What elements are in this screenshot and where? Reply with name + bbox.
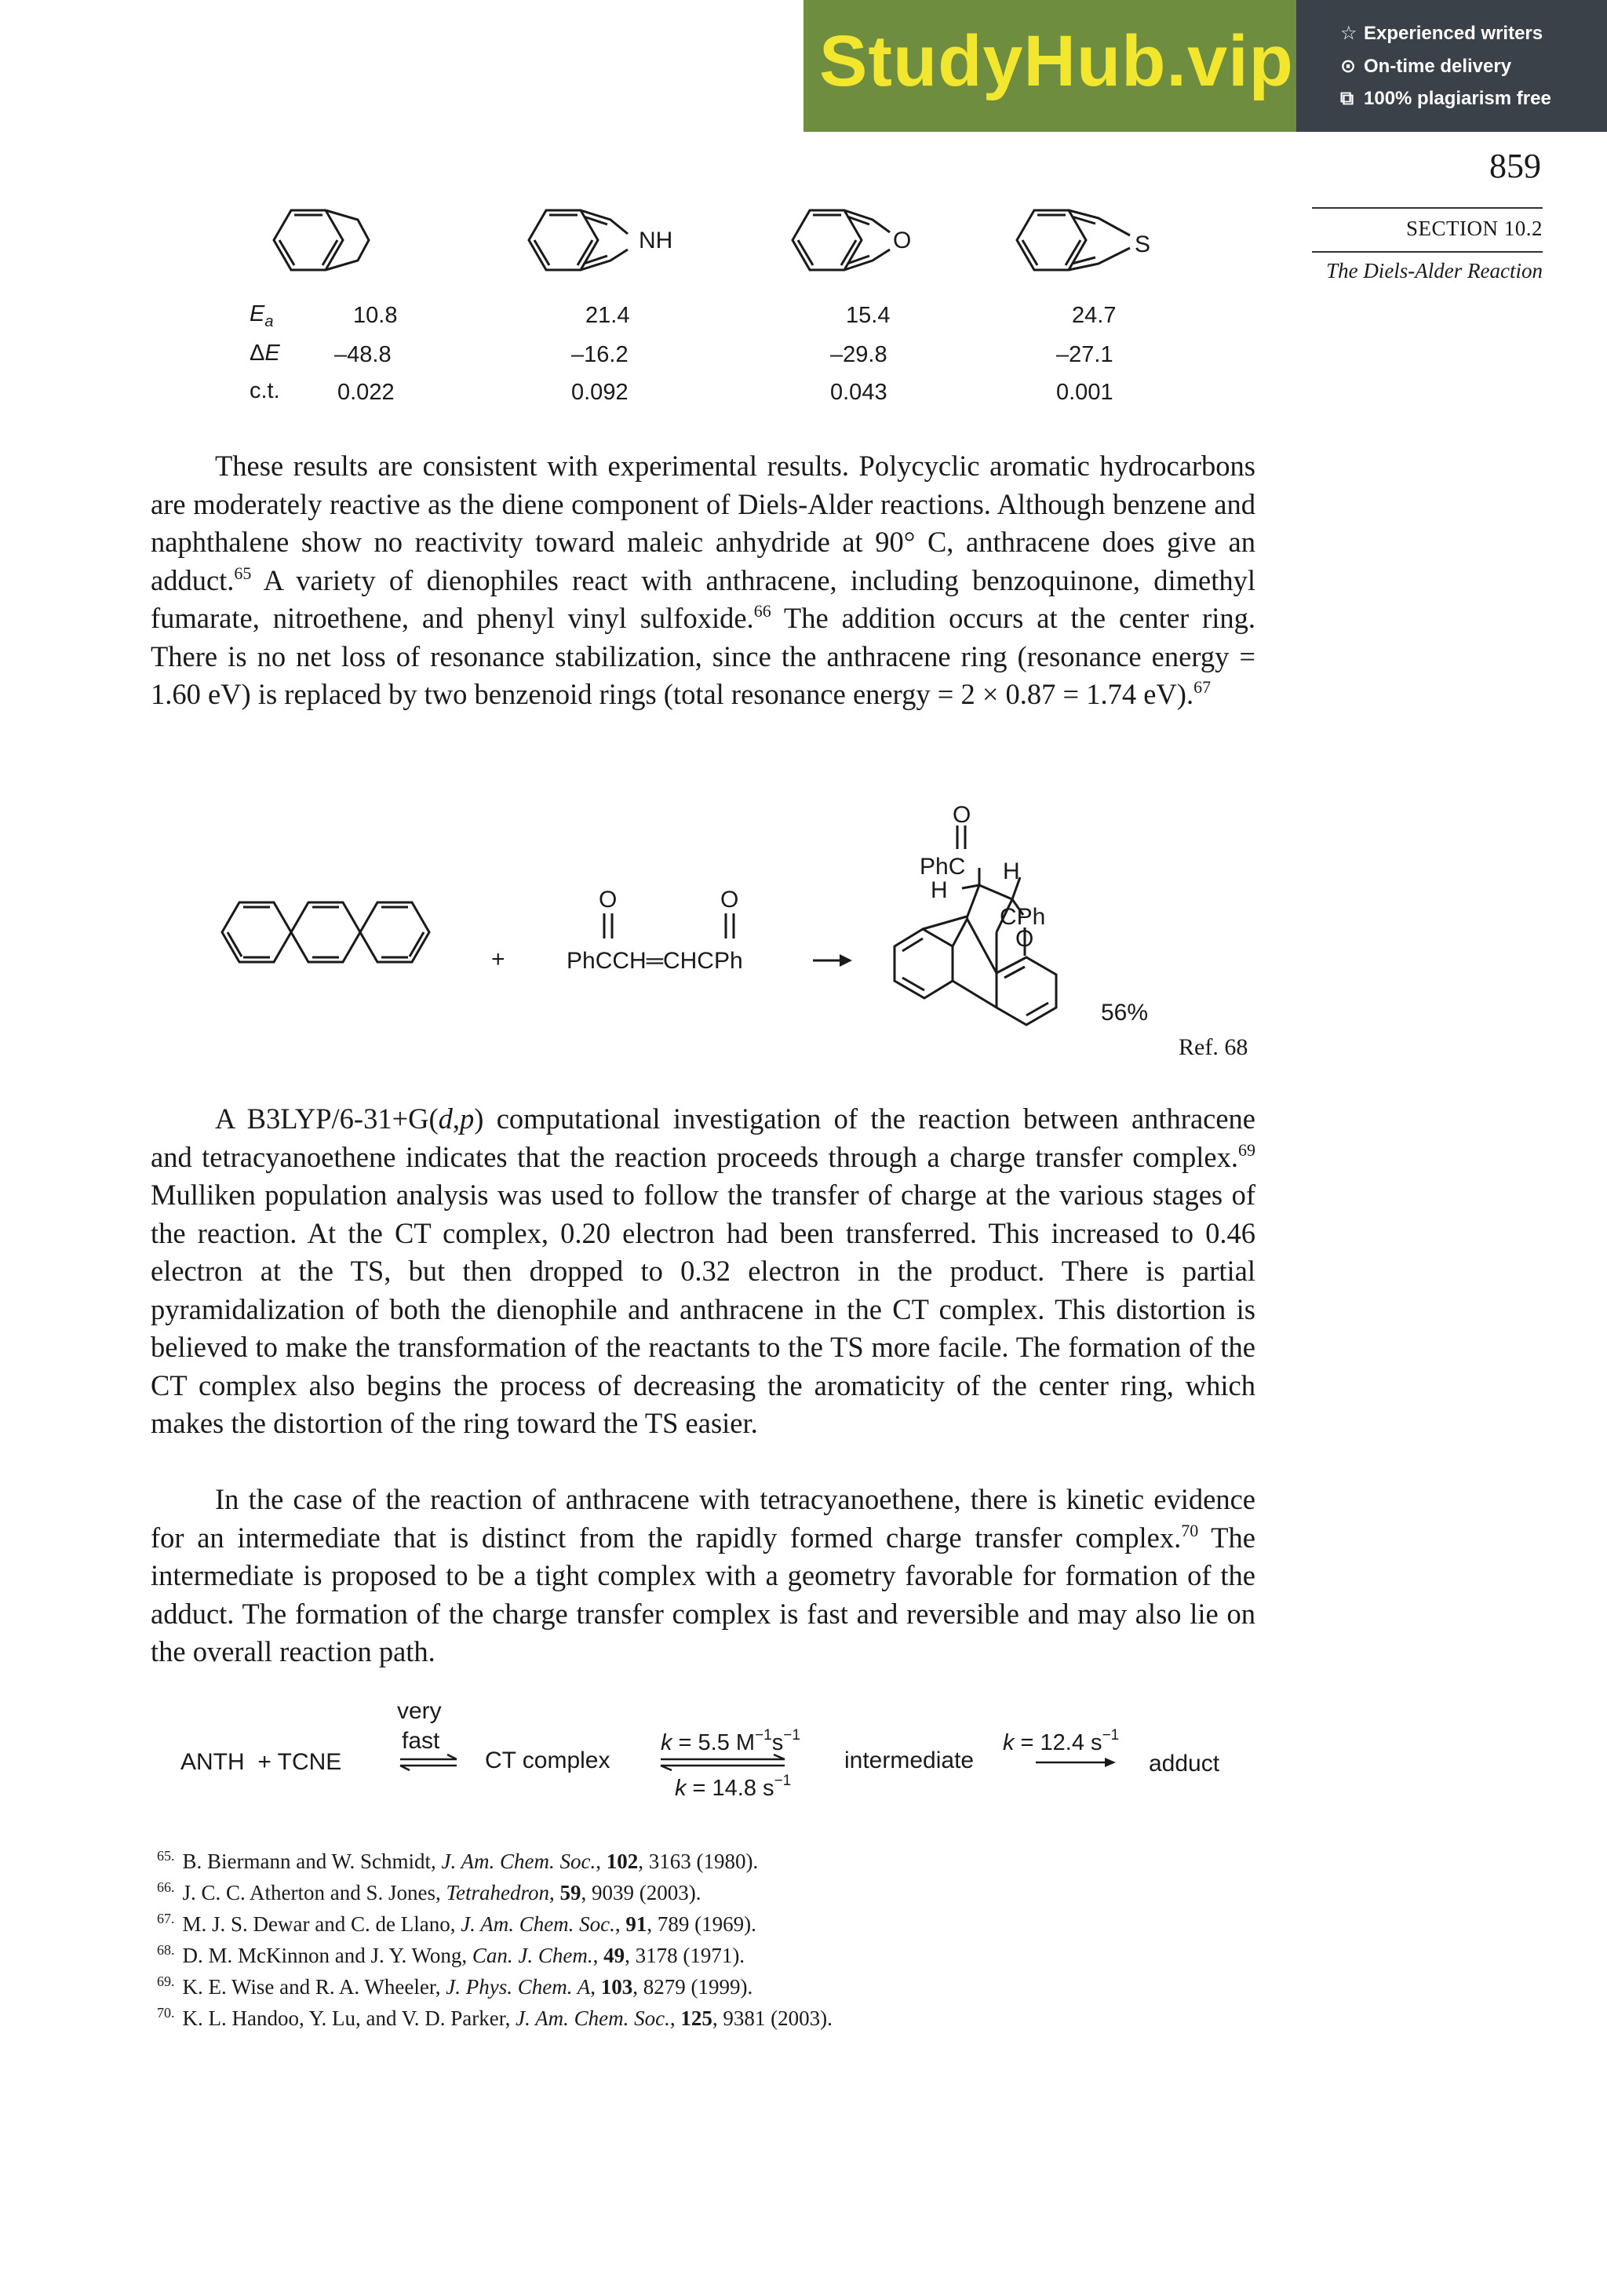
product-cph: CPh xyxy=(1000,904,1046,930)
header-rule-bottom xyxy=(1312,251,1543,253)
de-value: –29.8 xyxy=(830,342,887,367)
section-label: SECTION 10.2 xyxy=(1406,217,1543,240)
citation-65[interactable]: 65 xyxy=(234,563,252,583)
ct-value: 0.001 xyxy=(1056,380,1113,405)
footnote-68: $^{68.}$ D. M. McKinnon and J. Y. Wong, Can. J. Chem., 49, 3178 (1971). xyxy=(157,1942,745,1967)
ea-value: 15.4 xyxy=(846,303,891,328)
promo-banner[interactable] xyxy=(804,0,1607,132)
header-rule-top xyxy=(1312,207,1543,209)
kinetic-adduct: adduct xyxy=(1149,1751,1220,1777)
ea-value: 21.4 xyxy=(585,303,630,328)
dienophile-formula: PhCCH═CHCPh xyxy=(567,948,743,974)
rate-constant-reverse: k = 14.8 $s^{-1}$ xyxy=(675,1773,792,1801)
kinetic-very: very xyxy=(397,1698,442,1724)
banner-logo[interactable] xyxy=(804,0,1296,132)
footnote-70: $^{70.}$ K. L. Handoo, Y. Lu, and V. D. Parker, J. Am. Chem. Soc., 125, 9381 (2003). xyxy=(157,2005,833,2030)
document-check-icon: ⧉ xyxy=(1340,88,1354,109)
citation-66[interactable]: 66 xyxy=(753,601,771,621)
ct-value: 0.043 xyxy=(830,380,887,405)
reaction-yield: 56% xyxy=(1101,1000,1149,1026)
product-phc: PhC xyxy=(920,854,966,880)
footnote-67: $^{67.}$ M. J. S. Dewar and C. de Llano, J. Am. Chem. Soc., 91, 789 (1969). xyxy=(157,1911,756,1936)
isobenzothiophene-structure xyxy=(1017,210,1130,270)
de-value: –48.8 xyxy=(334,342,392,367)
citation-67[interactable]: 67 xyxy=(1193,677,1212,697)
kinetic-intermediate: intermediate xyxy=(844,1748,975,1773)
carbonyl-o-left: O xyxy=(599,887,618,913)
ea-value: 10.8 xyxy=(353,303,398,328)
product-o-top: O xyxy=(953,802,971,828)
heteroatom-nh: NH xyxy=(639,228,673,253)
isobenzofuran-structure xyxy=(793,210,890,270)
rate-constant-forward: k = 5.5 $M^{-1}s^{-1}$ xyxy=(661,1727,800,1755)
clock-icon: ⊙ xyxy=(1340,56,1357,77)
paragraph-3: In the case of the reaction of anthracene with tetracyanoethene, there is kinetic evidence for an intermediate that is distinct from the rapidly formed charge transfer complex.$^{70}$ The intermediate is proposed to be a tight complex with a geometry favorable for formation of the adduct. The formation of the charge transfer complex is fast and reversible and may also lie on the overall reaction path. xyxy=(151,1483,1255,1667)
ea-value: 24.7 xyxy=(1072,303,1117,328)
ct-value: 0.092 xyxy=(571,380,629,405)
feature-experienced-writers: ☆ Experienced writers xyxy=(1340,23,1543,44)
section-title: The Diels-Alder Reaction xyxy=(1326,259,1543,282)
page-number: 859 xyxy=(1489,147,1541,185)
ct-value: 0.022 xyxy=(337,380,395,405)
heteroatom-o: O xyxy=(893,228,912,253)
citation-69[interactable]: 69 xyxy=(1238,1139,1255,1160)
kinetic-scheme xyxy=(0,1687,1271,1805)
kinetic-ct-complex: CT complex xyxy=(485,1748,610,1773)
feature-plagiarism-free: ⧉ 100% plagiarism free xyxy=(1340,88,1551,109)
reaction-reference: Ref. 68 xyxy=(1179,1034,1248,1060)
kinetic-reactants: ANTH + TCNE xyxy=(180,1749,342,1775)
row-label-de: ΔE xyxy=(250,341,280,366)
de-value: –27.1 xyxy=(1056,342,1113,367)
paragraph-2: A B3LYP/6-31+G(d,p) computational investigation of the reaction between anthracene and tetracyanoethene indicates that the reaction proceeds through a charge transfer complex.$^{69}$ Mulliken population analysis was used to follow the transfer of charge at the various stages of the reaction. At the CT complex, 0.20 electron had been transferred. This increased to 0.46 electron at the TS, but then dropped to 0.32 electron in the product. There is partial pyramidalization of both the dienophile and anthracene in the CT complex. This distortion is believed to make the transformation of the reactants to the TS more facile. The formation of the CT complex also begins the process of decreasing the aromaticity of the center ring, which makes the distortion of the ring toward the TS easier. xyxy=(151,1102,1255,1439)
row-label-ea: $E_a$ xyxy=(250,301,274,330)
carbonyl-o-right: O xyxy=(720,887,739,913)
anthracene-structure xyxy=(222,902,429,962)
footnote-66: $^{66.}$ J. C. C. Atherton and S. Jones, Tetrahedron, 59, 9039 (2003). xyxy=(157,1879,701,1904)
footnote-69: $^{69.}$ K. E. Wise and R. A. Wheeler, J. Phys. Chem. A, 103, 8279 (1999). xyxy=(157,1973,753,1999)
indene-structure xyxy=(274,210,369,270)
heteroatom-s: S xyxy=(1135,231,1151,257)
footnote-65: $^{65.}$ B. Biermann and W. Schmidt, J. Am. Chem. Soc., 102, 3163 (1980). xyxy=(157,1848,759,1873)
product-o-bottom: O xyxy=(1015,926,1034,952)
star-icon: ☆ xyxy=(1340,23,1357,44)
feature-on-time-delivery: ⊙ On-time delivery xyxy=(1340,56,1512,77)
product-h-left: H xyxy=(931,877,948,903)
rate-constant-adduct: k = 12.4 $s^{-1}$ xyxy=(1003,1727,1120,1755)
compound-structures xyxy=(0,180,1255,298)
kinetic-fast: fast xyxy=(402,1728,440,1754)
citation-70[interactable]: 70 xyxy=(1181,1520,1199,1540)
paragraph-1: These results are consistent with experimental results. Polycyclic aromatic hydrocarbons are moderately reactive as the diene component of Diels-Alder reactions. Although benzene and naphthalene show no reactivity toward maleic anhydride at 90° C, anthracene does give an adduct.$^{65}$ A variety of dienophiles react with anthracene, including benzoquinone, dimethyl fumarate, nitroethene, and phenyl vinyl sulfoxide.$^{66}$ The addition occurs at the center ring. There is no net loss of resonance stabilization, since the anthracene ring (resonance energy = 1.60 eV) is replaced by two benzenoid rings (total resonance energy = 2 × 0.87 = 1.74 eV).$^{67}$ xyxy=(151,450,1255,710)
row-label-ct: c.t. xyxy=(250,378,280,403)
plus-sign: + xyxy=(491,946,505,972)
product-h-right: H xyxy=(1003,858,1020,884)
de-value: –16.2 xyxy=(571,342,629,367)
banner-logo-text: StudyHub.vip xyxy=(819,21,1294,101)
isoindole-structure xyxy=(529,210,628,270)
reaction-scheme xyxy=(0,800,1271,1067)
